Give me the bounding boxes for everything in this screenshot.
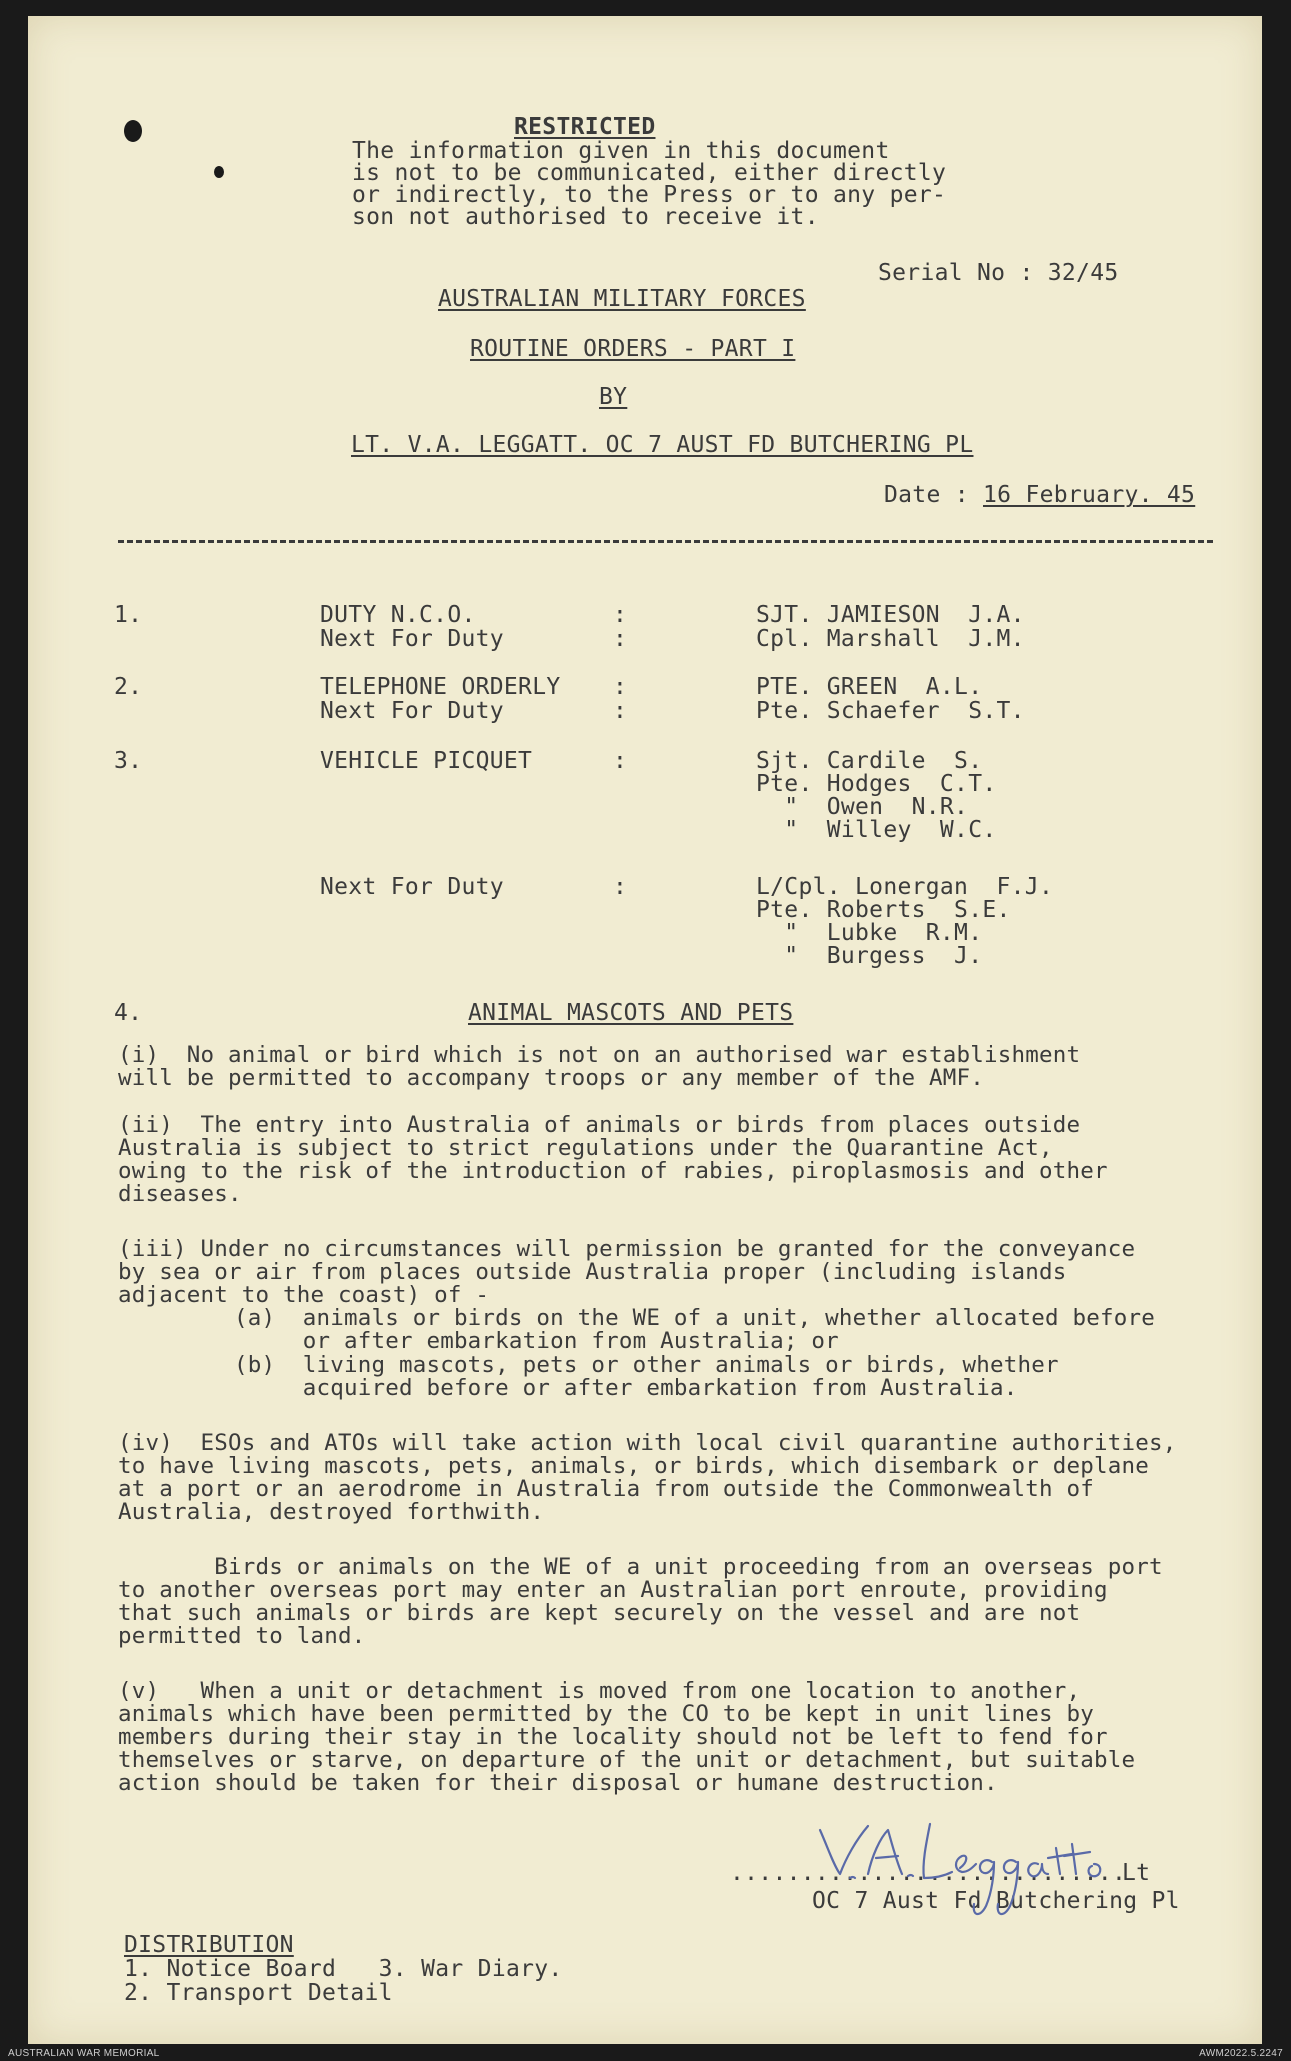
serial-number: Serial No : 32/45: [878, 260, 1119, 286]
duty-name: Pte. Roberts S.E.: [756, 897, 1011, 923]
duty-name: Pte. Hodges C.T.: [756, 771, 997, 797]
title-officer: LT. V.A. LEGGATT. OC 7 AUST FD BUTCHERING PL: [351, 432, 974, 458]
duty-role: VEHICLE PICQUET: [320, 748, 533, 774]
duty-number-3: 3.: [114, 748, 143, 774]
separator-rule: [118, 540, 1213, 543]
section-number-4: 4.: [114, 1000, 143, 1026]
duty-name: Sjt. Cardile S.: [756, 748, 983, 774]
duty-role: DUTY N.C.O.: [320, 602, 476, 628]
duty-name: Pte. Schaefer S.T.: [756, 698, 1025, 724]
duty-number-2: 2.: [114, 674, 143, 700]
distribution-line-1: 1. Notice Board 3. War Diary.: [124, 1956, 563, 1982]
restricted-line-4: son not authorised to receive it.: [352, 204, 819, 230]
duty-number-1: 1.: [114, 602, 143, 628]
duty-name: " Lubke R.M.: [756, 920, 983, 946]
signature-block: OC 7 Aust Fd Butchering Pl: [812, 1888, 1180, 1914]
signature-rank: Lt: [1122, 1860, 1151, 1886]
restricted-line-2: is not to be communicated, either directly: [352, 160, 947, 186]
restricted-line-1: The information given in this document: [352, 138, 890, 164]
duty-role: TELEPHONE ORDERLY: [320, 674, 561, 700]
paragraph-iv-cont: Birds or animals on the WE of a unit proceeding from an overseas port to another overseas port may enter an Australian port enroute, providing that such animals or birds are kept securely on the vessel and are not permitted to land.: [118, 1554, 1163, 1649]
punch-hole: [124, 120, 142, 142]
duty-colon: :: [613, 698, 628, 724]
date-value: 16 February. 45: [983, 482, 1196, 508]
distribution-heading: DISTRIBUTION: [124, 1932, 294, 1958]
paragraph-iii-b: (b) living mascots, pets or other animals or birds, whether acquired before or after embarkation from Australia.: [234, 1352, 1059, 1401]
paragraph-ii: (ii) The entry into Australia of animals or birds from places outside Australia is subject to strict regulations under the Quarantine Act, owing to the risk of the introduction of rabies, piroplasmosis and other diseases.: [118, 1112, 1108, 1207]
date-label: Date :: [884, 482, 984, 508]
duty-colon: :: [613, 874, 628, 900]
title-by: BY: [599, 384, 628, 410]
duty-name: " Owen N.R.: [756, 794, 969, 820]
handwritten-signature: [810, 1808, 1140, 1928]
paragraph-iv: (iv) ESOs and ATOs will take action with local civil quarantine authorities, to have living mascots, pets, animals, or birds, which disembark or deplane at a port or an aerodrome in Australia from outside the Commonwealth of Australia, destroyed forthwith.: [118, 1430, 1177, 1525]
signature-dots: ............................: [730, 1860, 1127, 1886]
paragraph-i: (i) No animal or bird which is not on an authorised war establishment will be permitted to accompany troops or any member of the AMF.: [118, 1042, 1081, 1091]
restricted-line-3: or indirectly, to the Press or to any per-: [352, 182, 947, 208]
duty-name: L/Cpl. Lonergan F.J.: [756, 874, 1054, 900]
title-orders: ROUTINE ORDERS - PART I: [470, 336, 796, 362]
footer-archive-name: AUSTRALIAN WAR MEMORIAL: [8, 2048, 160, 2059]
duty-role: Next For Duty: [320, 626, 504, 652]
duty-name: SJT. JAMIESON J.A.: [756, 602, 1025, 628]
document-page: [28, 16, 1262, 2044]
distribution-line-2: 2. Transport Detail: [124, 1980, 393, 2006]
duty-colon: :: [613, 602, 628, 628]
paragraph-iii-a: (a) animals or birds on the WE of a unit, whether allocated before or after embarkation from Australia; or: [234, 1305, 1155, 1354]
duty-colon: :: [613, 626, 628, 652]
duty-role: Next For Duty: [320, 874, 504, 900]
footer-reference: AWM2022.5.2247: [1199, 2048, 1283, 2059]
duty-name: PTE. GREEN A.L.: [756, 674, 983, 700]
section-heading: ANIMAL MASCOTS AND PETS: [468, 1000, 794, 1026]
duty-colon: :: [613, 748, 628, 774]
restricted-heading: RESTRICTED: [514, 114, 656, 140]
duty-name: Cpl. Marshall J.M.: [756, 626, 1025, 652]
duty-name: " Burgess J.: [756, 943, 983, 969]
paragraph-v: (v) When a unit or detachment is moved from one location to another, animals which have been permitted by the CO to be kept in unit lines by members during their stay in the locality should not be left to fend for themselves or starve, on departure of the unit or detachment, but suitable action should be taken for their disposal or humane destruction.: [118, 1678, 1136, 1796]
punch-mark: [214, 166, 224, 178]
paragraph-iii: (iii) Under no circumstances will permission be granted for the conveyance by sea or air from places outside Australia proper (including islands adjacent to the coast) of -: [118, 1236, 1136, 1308]
duty-colon: :: [613, 674, 628, 700]
duty-role: Next For Duty: [320, 698, 504, 724]
title-forces: AUSTRALIAN MILITARY FORCES: [438, 286, 806, 312]
duty-name: " Willey W.C.: [756, 817, 997, 843]
